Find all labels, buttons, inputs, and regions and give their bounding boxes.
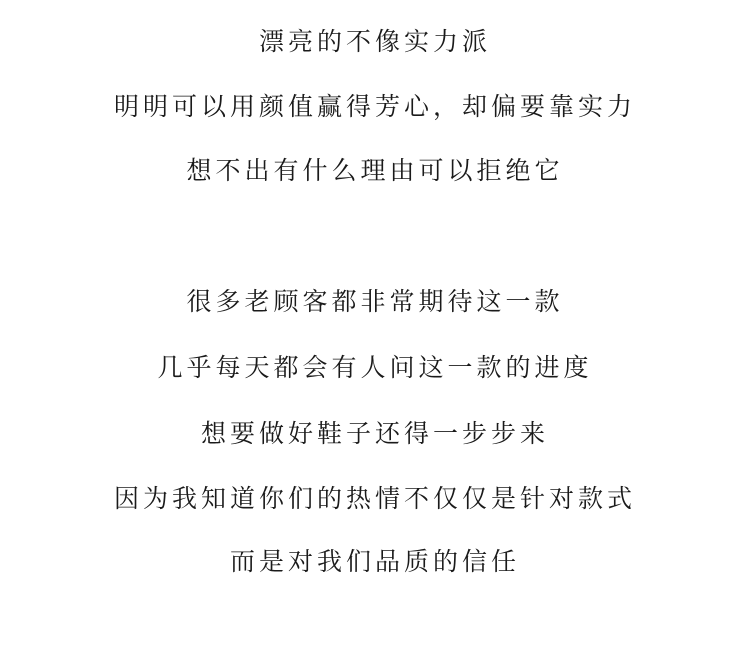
text-line: 几乎每天都会有人问这一款的进度 — [157, 353, 593, 382]
text-line: 而是对我们品质的信任 — [229, 547, 520, 576]
text-line: 想不出有什么理由可以拒绝它 — [186, 156, 564, 185]
text-line: 漂亮的不像实力派 — [258, 27, 491, 56]
text-line: 很多老顾客都非常期待这一款 — [186, 287, 564, 316]
text-line: 因为我知道你们的热情不仅仅是针对款式 — [113, 484, 636, 513]
text-line: 明明可以用颜值赢得芳心，却偏要靠实力 — [113, 92, 636, 121]
text-line: 想要做好鞋子还得一步步来 — [200, 419, 549, 448]
